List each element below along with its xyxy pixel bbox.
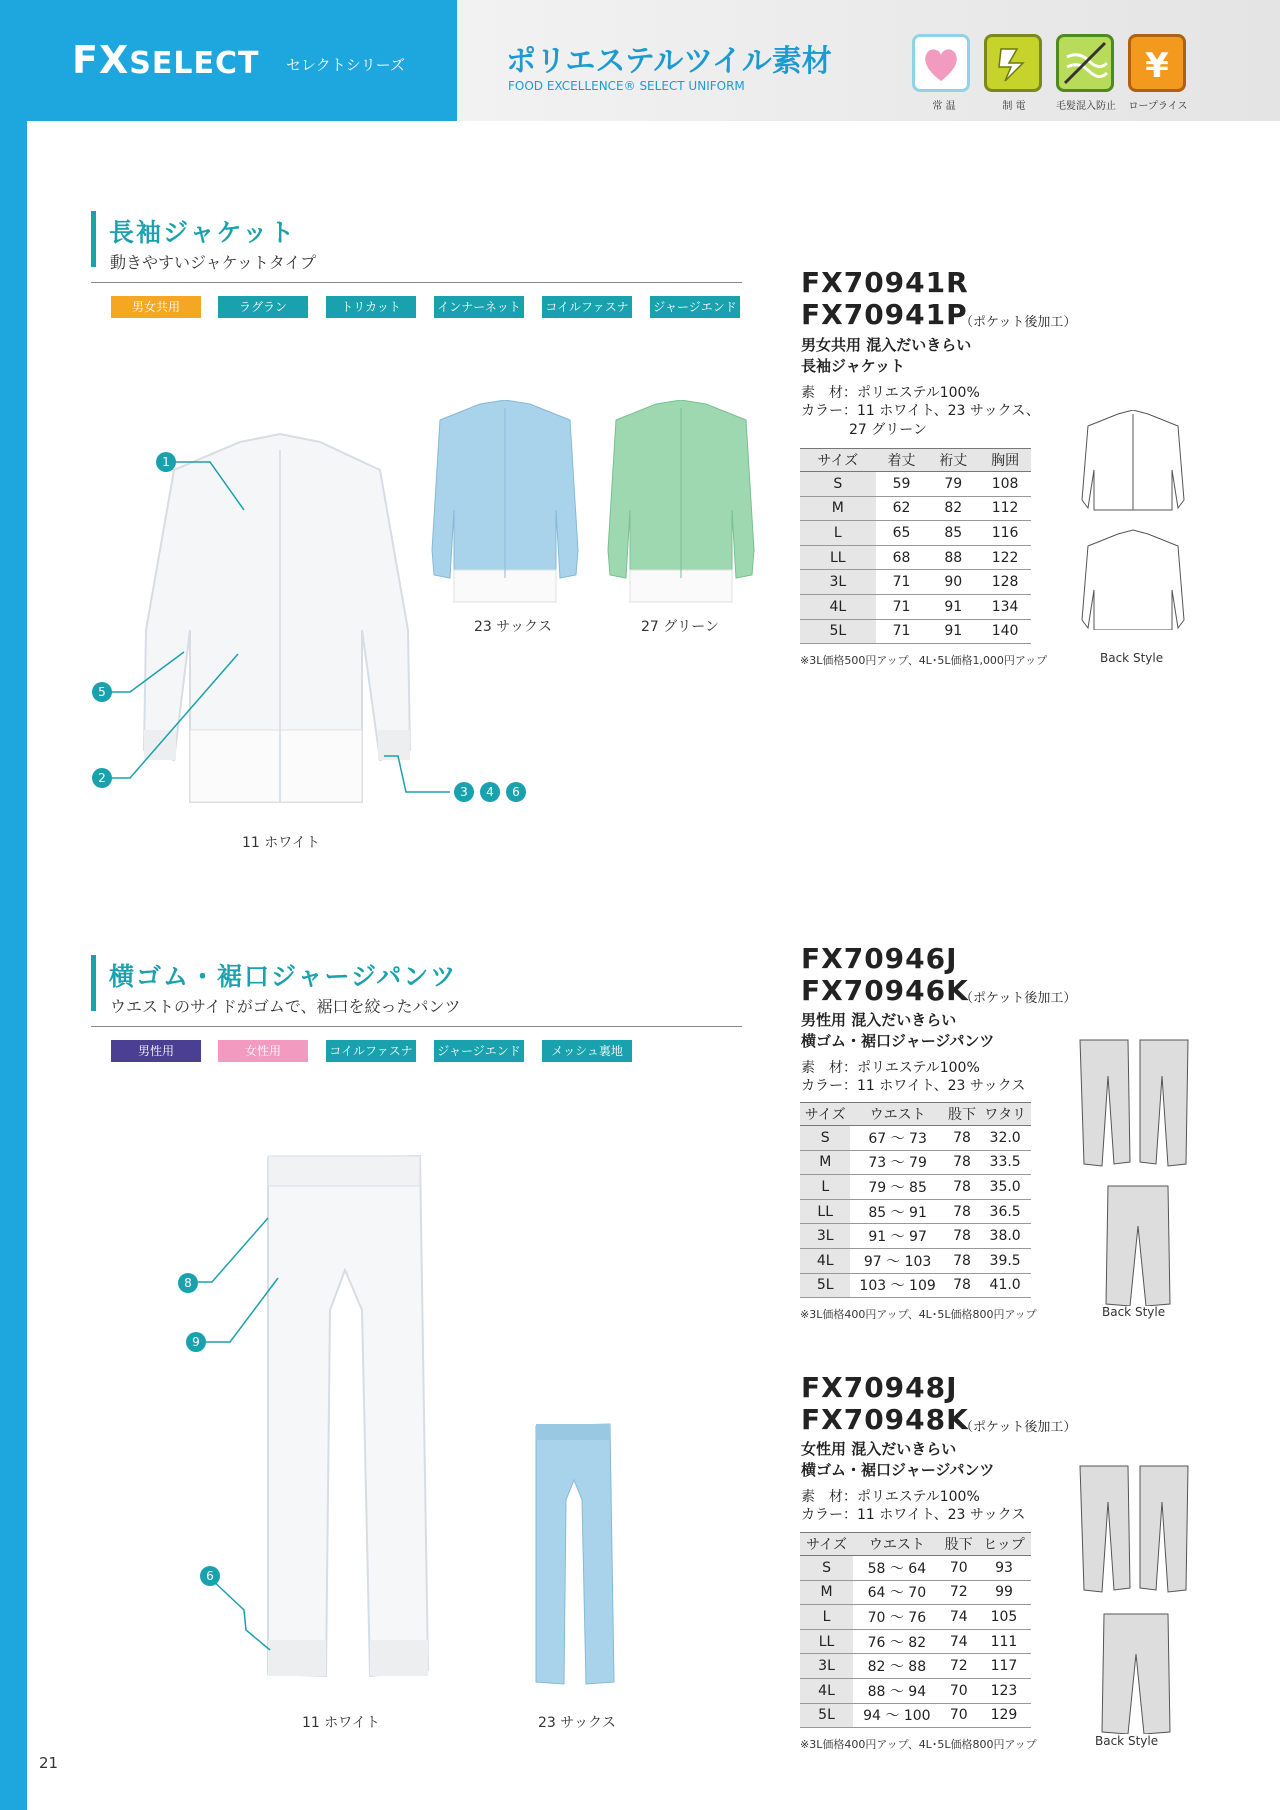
color-spec: 27 グリーン xyxy=(849,422,927,438)
womens-pants-line-drawing xyxy=(1078,1462,1198,1734)
product-name: 横ゴム・裾口ジャージパンツ xyxy=(801,1032,995,1050)
value-cell: 117 xyxy=(977,1654,1031,1679)
price-note: ※3L価格400円アップ、4L･5L価格800円アップ xyxy=(800,1308,1037,1321)
callout-6: 6 xyxy=(506,782,526,802)
side-accent-bar xyxy=(0,121,27,1810)
value-cell: 85 ～ 91 xyxy=(850,1199,944,1224)
table-row xyxy=(800,594,1031,619)
table-row xyxy=(800,1248,1031,1273)
value-cell: 79 xyxy=(927,472,979,497)
table-header: 胸囲 xyxy=(979,449,1031,472)
no-hair-icon xyxy=(1056,34,1114,92)
tag-womens: 女性用 xyxy=(218,1040,308,1062)
value-cell: 41.0 xyxy=(979,1273,1031,1298)
color-spec: カラー：11 ホワイト、23 サックス xyxy=(801,1507,1026,1523)
value-cell: 65 xyxy=(876,521,928,546)
value-cell: 82 ～ 88 xyxy=(853,1654,941,1679)
product-code: FX70946K xyxy=(801,974,969,1007)
size-table xyxy=(800,1532,1031,1728)
tag-mesh-lining: メッシュ裏地 xyxy=(542,1040,632,1062)
value-cell: 78 xyxy=(945,1175,980,1200)
table-row xyxy=(800,1273,1031,1298)
series-subtitle: FOOD EXCELLENCE® SELECT UNIFORM xyxy=(508,79,745,93)
value-cell: 38.0 xyxy=(979,1224,1031,1249)
callout-3: 3 xyxy=(454,782,474,802)
size-cell: S xyxy=(800,1556,853,1581)
tag-coil-zipper: コイルファスナー xyxy=(542,296,632,318)
feature-label: 常 温 xyxy=(932,101,956,112)
price-note: ※3L価格400円アップ、4L･5L価格800円アップ xyxy=(800,1738,1037,1751)
callout-lines xyxy=(80,440,530,810)
callout-4: 4 xyxy=(480,782,500,802)
value-cell: 73 ～ 79 xyxy=(850,1150,944,1175)
size-cell: 5L xyxy=(800,619,876,644)
value-cell: 72 xyxy=(941,1654,977,1679)
table-row xyxy=(800,1175,1031,1200)
value-cell: 72 xyxy=(941,1580,977,1605)
size-cell: 3L xyxy=(800,570,876,595)
tag-unisex: 男女共用 xyxy=(111,296,201,318)
table-row xyxy=(800,472,1031,497)
feature-label: ロープライス xyxy=(1128,101,1188,112)
product-name: 男性用 混入だいきらい xyxy=(801,1011,957,1029)
value-cell: 68 xyxy=(876,545,928,570)
table-header: サイズ xyxy=(800,1103,850,1126)
value-cell: 71 xyxy=(876,570,928,595)
section-subtitle: ウエストのサイドがゴムで、裾口を絞ったパンツ xyxy=(110,997,461,1016)
table-header-row xyxy=(800,1103,1031,1126)
value-cell: 88 xyxy=(927,545,979,570)
size-cell: LL xyxy=(800,545,876,570)
value-cell: 129 xyxy=(977,1703,1031,1728)
size-table xyxy=(800,448,1031,644)
value-cell: 70 ～ 76 xyxy=(853,1605,941,1630)
static-icon xyxy=(984,34,1042,92)
section-subtitle: 動きやすいジャケットタイプ xyxy=(110,253,317,272)
value-cell: 71 xyxy=(876,619,928,644)
callout-2: 2 xyxy=(92,768,112,788)
product-code: FX70948K xyxy=(801,1403,969,1436)
page-number: 21 xyxy=(39,1754,59,1772)
tag-raglan: ラグラン xyxy=(218,296,308,318)
table-row xyxy=(800,545,1031,570)
value-cell: 112 xyxy=(979,496,1031,521)
table-row xyxy=(800,1556,1031,1581)
table-header: ヒップ xyxy=(977,1533,1031,1556)
table-header: サイズ xyxy=(800,1533,853,1556)
size-cell: M xyxy=(800,1150,850,1175)
size-cell: 3L xyxy=(800,1654,853,1679)
table-header: ワタリ xyxy=(979,1103,1031,1126)
value-cell: 99 xyxy=(977,1580,1031,1605)
value-cell: 79 ～ 85 xyxy=(850,1175,944,1200)
value-cell: 67 ～ 73 xyxy=(850,1126,944,1151)
color-caption: 27 グリーン xyxy=(641,619,719,635)
value-cell: 70 xyxy=(941,1703,977,1728)
table-header: 着丈 xyxy=(876,449,928,472)
value-cell: 78 xyxy=(945,1150,980,1175)
table-row xyxy=(800,1150,1031,1175)
code-note: （ポケット後加工） xyxy=(960,1420,1077,1435)
tag-inner-net: インナーネット xyxy=(434,296,524,318)
table-header-row xyxy=(800,449,1031,472)
table-row xyxy=(800,1199,1031,1224)
color-spec: カラー：11 ホワイト、23 サックス xyxy=(801,1078,1026,1094)
value-cell: 93 xyxy=(977,1556,1031,1581)
product-name: 長袖ジャケット xyxy=(801,357,905,375)
green-jacket-image xyxy=(606,400,756,605)
size-cell: M xyxy=(800,496,876,521)
value-cell: 128 xyxy=(979,570,1031,595)
table-row xyxy=(800,496,1031,521)
size-cell: S xyxy=(800,472,876,497)
table-header-row xyxy=(800,1533,1031,1556)
section-title: 横ゴム・裾口ジャージパンツ xyxy=(109,962,458,991)
value-cell: 76 ～ 82 xyxy=(853,1629,941,1654)
table-header: ウエスト xyxy=(853,1533,941,1556)
table-row xyxy=(800,1654,1031,1679)
size-table xyxy=(800,1102,1031,1298)
code-note: （ポケット後加工） xyxy=(960,315,1077,330)
value-cell: 64 ～ 70 xyxy=(853,1580,941,1605)
value-cell: 78 xyxy=(945,1273,980,1298)
value-cell: 74 xyxy=(941,1629,977,1654)
value-cell: 90 xyxy=(927,570,979,595)
table-row xyxy=(800,1224,1031,1249)
size-cell: LL xyxy=(800,1199,850,1224)
table-row xyxy=(800,1678,1031,1703)
product-name: 男女共用 混入だいきらい xyxy=(801,336,972,354)
value-cell: 111 xyxy=(977,1629,1031,1654)
value-cell: 91 xyxy=(927,594,979,619)
size-cell: L xyxy=(800,521,876,546)
section-divider xyxy=(91,282,742,283)
value-cell: 116 xyxy=(979,521,1031,546)
value-cell: 91 ～ 97 xyxy=(850,1224,944,1249)
sax-pants-image xyxy=(528,1420,618,1690)
table-row xyxy=(800,1703,1031,1728)
brand-subtitle: セレクトシリーズ xyxy=(286,56,405,74)
tag-mens: 男性用 xyxy=(111,1040,201,1062)
back-style-label: Back Style xyxy=(1095,1734,1159,1748)
value-cell: 32.0 xyxy=(979,1126,1031,1151)
table-row xyxy=(800,570,1031,595)
series-title: ポリエステルツイル素材 xyxy=(506,44,832,79)
value-cell: 88 ～ 94 xyxy=(853,1678,941,1703)
color-caption: 11 ホワイト xyxy=(242,835,320,851)
brand-logo: FXSELECT xyxy=(72,38,260,82)
product-name: 女性用 混入だいきらい xyxy=(801,1440,957,1458)
color-caption: 23 サックス xyxy=(474,619,552,635)
value-cell: 36.5 xyxy=(979,1199,1031,1224)
jacket-line-drawing xyxy=(1078,410,1188,630)
table-header: 股下 xyxy=(945,1103,980,1126)
material-spec: 素 材：ポリエステル100% xyxy=(801,385,980,401)
feature-label: 制 電 xyxy=(1002,101,1026,112)
product-code: FX70948J xyxy=(801,1371,958,1404)
value-cell: 105 xyxy=(977,1605,1031,1630)
value-cell: 62 xyxy=(876,496,928,521)
size-cell: LL xyxy=(800,1629,853,1654)
tag-coil-zipper: コイルファスナー xyxy=(326,1040,416,1062)
callout-lines xyxy=(180,1210,300,1680)
value-cell: 35.0 xyxy=(979,1175,1031,1200)
value-cell: 91 xyxy=(927,619,979,644)
size-cell: 4L xyxy=(800,1248,850,1273)
value-cell: 71 xyxy=(876,594,928,619)
section-accent xyxy=(91,955,96,1011)
heart-icon xyxy=(912,34,970,92)
material-spec: 素 材：ポリエステル100% xyxy=(801,1060,980,1076)
table-row xyxy=(800,1605,1031,1630)
callout-9: 9 xyxy=(186,1332,206,1352)
value-cell: 140 xyxy=(979,619,1031,644)
product-name: 横ゴム・裾口ジャージパンツ xyxy=(801,1461,995,1479)
value-cell: 103 ～ 109 xyxy=(850,1273,944,1298)
table-header: 股下 xyxy=(941,1533,977,1556)
table-row xyxy=(800,1629,1031,1654)
callout-5: 5 xyxy=(92,682,112,702)
value-cell: 94 ～ 100 xyxy=(853,1703,941,1728)
back-style-label: Back Style xyxy=(1102,1305,1166,1319)
size-cell: S xyxy=(800,1126,850,1151)
value-cell: 39.5 xyxy=(979,1248,1031,1273)
product-code: FX70941P xyxy=(801,298,968,331)
value-cell: 78 xyxy=(945,1126,980,1151)
section-title: 長袖ジャケット xyxy=(109,218,297,247)
value-cell: 122 xyxy=(979,545,1031,570)
size-cell: L xyxy=(800,1175,850,1200)
callout-8: 8 xyxy=(178,1273,198,1293)
product-code: FX70946J xyxy=(801,942,958,975)
table-row xyxy=(800,619,1031,644)
size-cell: 5L xyxy=(800,1273,850,1298)
size-cell: M xyxy=(800,1580,853,1605)
color-spec: カラー：11 ホワイト、23 サックス、 xyxy=(801,403,1040,419)
table-row xyxy=(800,521,1031,546)
back-style-label: Back Style xyxy=(1100,651,1164,665)
product-code: FX70941R xyxy=(801,266,969,299)
value-cell: 97 ～ 103 xyxy=(850,1248,944,1273)
value-cell: 74 xyxy=(941,1605,977,1630)
value-cell: 123 xyxy=(977,1678,1031,1703)
tag-jersey-end: ジャージエンド xyxy=(650,296,740,318)
svg-text:¥: ¥ xyxy=(1145,46,1169,86)
size-cell: 5L xyxy=(800,1703,853,1728)
callout-6: 6 xyxy=(200,1566,220,1586)
value-cell: 59 xyxy=(876,472,928,497)
value-cell: 108 xyxy=(979,472,1031,497)
material-spec: 素 材：ポリエステル100% xyxy=(801,1489,980,1505)
table-header: サイズ xyxy=(800,449,876,472)
table-row xyxy=(800,1580,1031,1605)
value-cell: 78 xyxy=(945,1248,980,1273)
table-header: ウエスト xyxy=(850,1103,944,1126)
feature-label: 毛髪混入防止 xyxy=(1056,101,1116,112)
tag-tricut: トリカット xyxy=(326,296,416,318)
callout-1: 1 xyxy=(156,452,176,472)
value-cell: 58 ～ 64 xyxy=(853,1556,941,1581)
value-cell: 78 xyxy=(945,1224,980,1249)
color-caption: 23 サックス xyxy=(538,1715,616,1731)
value-cell: 70 xyxy=(941,1678,977,1703)
mens-pants-line-drawing xyxy=(1078,1036,1198,1306)
value-cell: 82 xyxy=(927,496,979,521)
tag-jersey-end: ジャージエンド xyxy=(434,1040,524,1062)
value-cell: 70 xyxy=(941,1556,977,1581)
section-accent xyxy=(91,211,96,267)
price-note: ※3L価格500円アップ、4L･5L価格1,000円アップ xyxy=(800,654,1048,667)
color-caption: 11 ホワイト xyxy=(302,1715,380,1731)
section-divider xyxy=(91,1026,742,1027)
size-cell: 4L xyxy=(800,594,876,619)
size-cell: 3L xyxy=(800,1224,850,1249)
value-cell: 78 xyxy=(945,1199,980,1224)
table-row xyxy=(800,1126,1031,1151)
size-cell: L xyxy=(800,1605,853,1630)
size-cell: 4L xyxy=(800,1678,853,1703)
code-note: （ポケット後加工） xyxy=(960,991,1077,1006)
value-cell: 33.5 xyxy=(979,1150,1031,1175)
table-header: 裄丈 xyxy=(927,449,979,472)
value-cell: 85 xyxy=(927,521,979,546)
value-cell: 134 xyxy=(979,594,1031,619)
yen-icon xyxy=(1128,34,1186,92)
